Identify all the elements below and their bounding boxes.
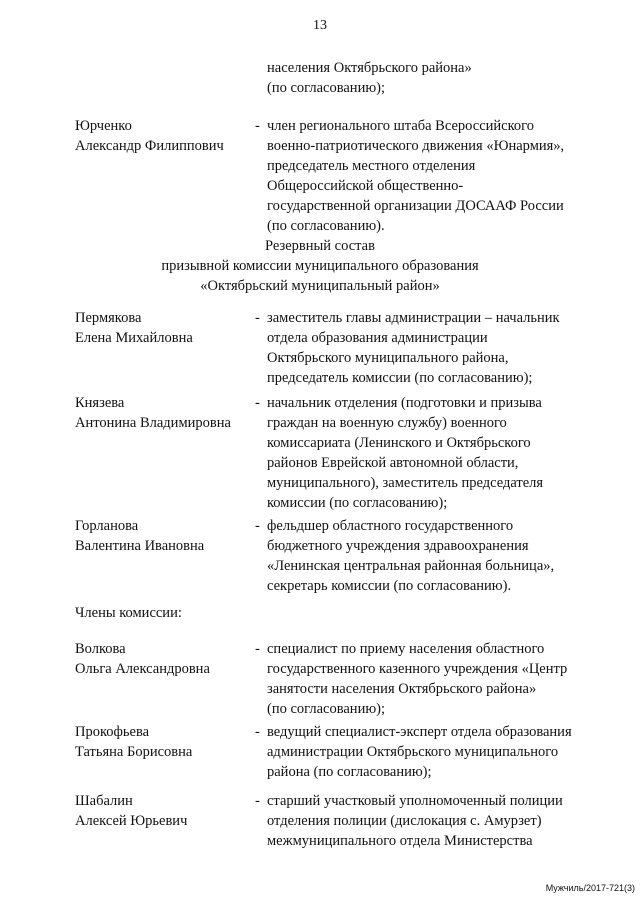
role-line: отделения полиции (дислокация с. Амурзет)	[267, 813, 542, 829]
person-surname: Шабалин	[75, 793, 133, 809]
role-line: района (по согласованию);	[267, 764, 432, 780]
role-line: районов Еврейской автономной области,	[267, 455, 519, 471]
role-line: старший участковый уполномоченный полиции	[267, 793, 563, 809]
role-line: (по согласованию);	[267, 701, 386, 717]
role-line: начальник отделения (подготовки и призыва	[267, 395, 542, 411]
role-line: администрации Октябрьского муниципального	[267, 744, 559, 760]
role-line: заместитель главы администрации – начальник	[267, 310, 560, 326]
role-line: (по согласованию).	[267, 218, 385, 234]
role-line: военно-патриотического движения «Юнармия»,	[267, 138, 565, 154]
person-surname: Прокофьева	[75, 724, 150, 740]
person-given-names: Ольга Александровна	[75, 661, 210, 677]
footer-code: Мужчиль/2017-721(3)	[545, 883, 635, 893]
role-line: ведущий специалист-эксперт отдела образования	[267, 724, 572, 740]
person-given-names: Александр Филиппович	[75, 138, 224, 154]
dash: -	[255, 793, 260, 809]
person-surname: Юрченко	[75, 118, 132, 134]
role-line: фельдшер областного государственного	[267, 518, 514, 534]
person-surname: Волкова	[75, 641, 126, 657]
role-line: член регионального штаба Всероссийского	[267, 118, 534, 134]
role-line: государственной организации ДОСААФ России	[267, 198, 564, 214]
role-line: секретарь комиссии (по согласованию).	[267, 578, 512, 594]
dash: -	[255, 118, 260, 134]
section-heading: «Октябрьский муниципальный район»	[200, 278, 440, 294]
person-surname: Князева	[75, 395, 125, 411]
role-line: специалист по приему населения областного	[267, 641, 545, 657]
continuation-line: (по согласованию);	[267, 80, 386, 96]
person-given-names: Алексей Юрьевич	[75, 813, 188, 829]
role-line: комиссии (по согласованию);	[267, 495, 448, 511]
role-line: Общероссийской общественно-	[267, 178, 464, 194]
person-given-names: Антонина Владимировна	[75, 415, 231, 431]
dash: -	[255, 724, 260, 740]
members-label: Члены комиссии:	[75, 605, 182, 621]
person-given-names: Татьяна Борисовна	[75, 744, 193, 760]
role-line: бюджетного учреждения здравоохранения	[267, 538, 529, 554]
role-line: Октябрьского муниципального района,	[267, 350, 509, 366]
dash: -	[255, 641, 260, 657]
role-line: государственного казенного учреждения «Центр	[267, 661, 568, 677]
role-line: граждан на военную службу) военного	[267, 415, 507, 431]
role-line: межмуниципального отдела Министерства	[267, 833, 533, 849]
dash: -	[255, 310, 260, 326]
section-heading: Резервный состав	[265, 238, 375, 254]
role-line: отдела образования администрации	[267, 330, 488, 346]
person-given-names: Елена Михайловна	[75, 330, 193, 346]
section-heading: призывной комиссии муниципального образования	[161, 258, 479, 274]
role-line: председатель комиссии (по согласованию);	[267, 370, 533, 386]
dash: -	[255, 518, 260, 534]
person-surname: Пермякова	[75, 310, 142, 326]
page-number: 13	[313, 18, 327, 33]
dash: -	[255, 395, 260, 411]
person-surname: Горланова	[75, 518, 139, 534]
role-line: занятости населения Октябрьского района»	[267, 681, 537, 697]
role-line: председатель местного отделения	[267, 158, 476, 174]
continuation-line: населения Октябрьского района»	[267, 60, 472, 76]
role-line: «Ленинская центральная районная больница»,	[267, 558, 555, 574]
role-line: комиссариата (Ленинского и Октябрьского	[267, 435, 531, 451]
role-line: муниципального), заместитель председателя	[267, 475, 544, 491]
person-given-names: Валентина Ивановна	[75, 538, 205, 554]
